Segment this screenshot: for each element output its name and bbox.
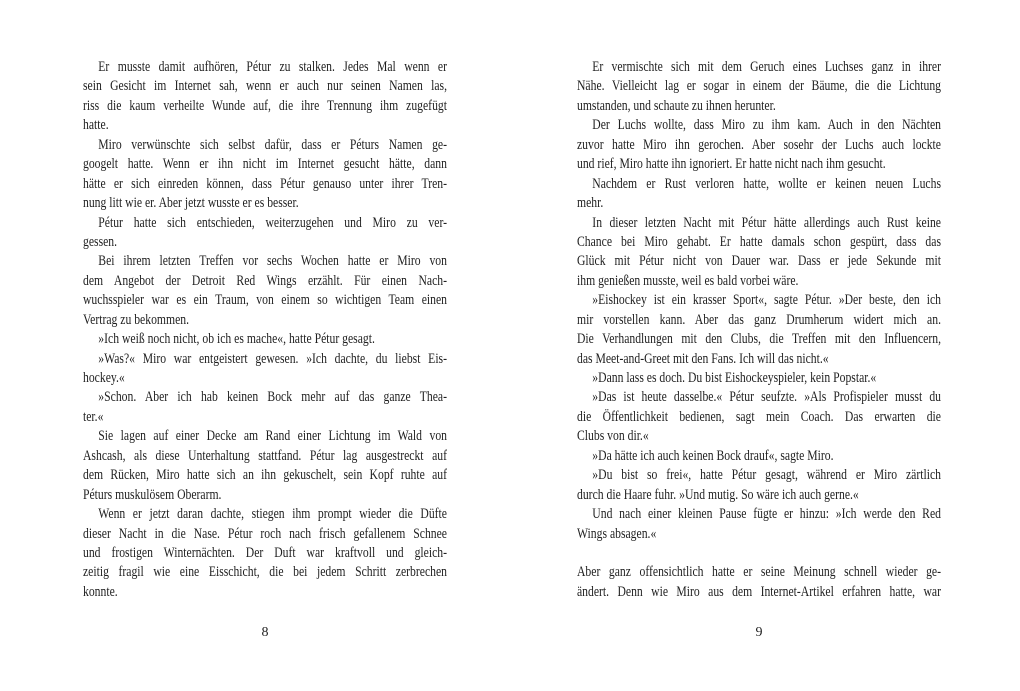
text-line: hätte er sich einreden können, dass Pétur genauso unter ihrer Tren- — [83, 175, 447, 192]
text-line: Der Luchs wollte, dass Miro zu ihm kam. Auch in den Nächten — [592, 117, 941, 134]
text-line: nung litt wie er. Aber jetzt wusste er es besser. — [83, 195, 299, 212]
text-line: hatte. — [83, 117, 109, 134]
text-line: »Schon. Aber ich hab keinen Bock mehr auf das ganze Thea- — [98, 389, 447, 406]
page-right-textblock — [577, 58, 941, 602]
text-line: dieser Nacht in die Nase. Pétur roch nach frisch gefallenem Schnee — [83, 525, 447, 542]
blank-line — [577, 544, 941, 563]
text-line: »Eishockey ist ein krasser Sport«, sagte Pétur. »Der beste, den ich — [592, 292, 941, 309]
page-right — [577, 58, 941, 602]
text-line: Er vermischte sich mit dem Geruch eines Luchses ganz in ihrer — [592, 59, 941, 75]
text-line: zuvor hatte Miro ihn gerochen. Aber sosehr der Luchs auch lockte — [577, 136, 941, 153]
text-line: mir vorstellen kann. Aber das ganz Drumherum widert mich an. — [577, 311, 941, 328]
text-line: Nähe. Vielleicht lag er sogar in einem der Bäume, die die Lichtung — [577, 78, 941, 95]
text-line: hockey.« — [83, 370, 125, 386]
text-line: Chance bei Miro gehabt. Er hatte damals schon gespürt, dass das — [577, 233, 941, 250]
text-line: Clubs von dir.« — [577, 428, 649, 445]
text-line: ändert. Denn wie Miro aus dem Internet-Artikel erfahren hatte, war — [577, 583, 941, 600]
text-line: Miro verwünschte sich selbst dafür, dass er Péturs Namen ge- — [98, 136, 447, 153]
text-line: Pétur hatte sich entschieden, weiterzugehen und Miro zu ver- — [98, 214, 447, 231]
text-line: riss die kaum verheilte Wunde auf, die ihre Trennung ihm zugefügt — [83, 97, 447, 114]
text-line: Ashcash, als diese Unterhaltung stattfand. Pétur lag ausgestreckt auf — [83, 447, 447, 464]
text-line: wuchsspieler war es ein Traum, von einem so wichtigen Team einen — [83, 292, 447, 309]
text-line: »Ich weiß noch nicht, ob ich es mache«, hatte Pétur gesagt. — [98, 331, 375, 348]
text-line: Die Verhandlungen mit den Clubs, die Treffen mit den Influencern, — [577, 331, 941, 348]
page-number-left: 8 — [261, 625, 269, 640]
text-line: »Dann lass es doch. Du bist Eishockeyspieler, kein Popstar.« — [592, 370, 877, 386]
text-line: Wenn er jetzt daran dachte, stiegen ihm prompt wieder die Düfte — [98, 506, 447, 523]
text-line: Glück mit Pétur nicht von Dauer war. Dass er jede Sekunde mit — [577, 253, 941, 270]
text-line: googelt hatte. Wenn er ihn nicht im Internet gesucht hätte, dann — [83, 156, 447, 173]
text-line: Aber ganz offensichtlich hatte er seine Meinung schnell wieder ge- — [577, 564, 941, 581]
text-line: dem Rücken, Miro hatte sich an ihn gekuschelt, sein Kopf ruhte auf — [83, 467, 447, 484]
text-line: zeitig fragil wie eine Eisschicht, die bei jedem Schritt zerbrechen — [83, 564, 447, 581]
text-line: mehr. — [577, 195, 604, 212]
page-left — [83, 58, 447, 602]
text-line: Nachdem er Rust verloren hatte, wollte er keinen neuen Luchs — [592, 175, 941, 192]
text-line: durch die Haare fuhr. »Und mutig. So wäre ich auch gerne.« — [577, 486, 859, 503]
text-line: »Was?« Miro war entgeistert gewesen. »Ich dachte, du liebst Eis- — [98, 350, 447, 367]
text-line: Wings absagen.« — [577, 525, 657, 542]
text-line: Vertrag zu bekommen. — [83, 311, 190, 328]
text-line: In dieser letzten Nacht mit Pétur hätte allerdings auch Rust keine — [592, 214, 941, 231]
text-line: ter.« — [83, 408, 104, 425]
text-line: ihm genießen musste, weil es bald vorbei wäre. — [577, 272, 799, 289]
text-line: die Öffentlichkeit bedienen, sagt mein Coach. Das erwarten die — [577, 408, 941, 425]
text-line: Er musste damit aufhören, Pétur zu stalken. Jedes Mal wenn er — [98, 59, 447, 75]
text-line: »Da hätte ich auch keinen Bock drauf«, sagte Miro. — [592, 447, 834, 464]
text-line: »Du bist so frei«, hatte Pétur gesagt, während er Miro zärtlich — [592, 467, 941, 484]
text-line: konnte. — [83, 583, 118, 600]
text-line: Und nach einer kleinen Pause fügte er hinzu: »Ich werde den Red — [592, 506, 941, 523]
text-line: und rief, Miro hatte ihn ignoriert. Er hatte nicht nach ihm gesucht. — [577, 156, 886, 173]
text-line: Péturs muskulösem Oberarm. — [83, 486, 222, 503]
text-line: Sie lagen auf einer Decke am Rand einer Lichtung im Wald von — [98, 428, 447, 445]
text-line: dem Angebot der Detroit Red Wings erzählt. Für einen Nach- — [83, 272, 447, 289]
text-line: umstanden, und schaute zu ihnen herunter. — [577, 97, 776, 114]
page-number-right: 9 — [755, 625, 763, 640]
text-line: Bei ihrem letzten Treffen vor sechs Wochen hatte er Miro von — [98, 253, 447, 270]
text-line: das Meet-and-Greet mit den Fans. Ich will das nicht.« — [577, 350, 829, 367]
text-line: sein Gesicht im Internet sah, wenn er auch nur seinen Namen las, — [83, 78, 447, 95]
text-line: und frostigen Winternächten. Der Duft war kraftvoll und gleich- — [83, 544, 447, 561]
page-left-textblock — [83, 58, 447, 602]
text-line: »Das ist heute dasselbe.« Pétur seufzte. »Als Profispieler musst du — [592, 389, 941, 406]
text-line: gessen. — [83, 233, 118, 250]
